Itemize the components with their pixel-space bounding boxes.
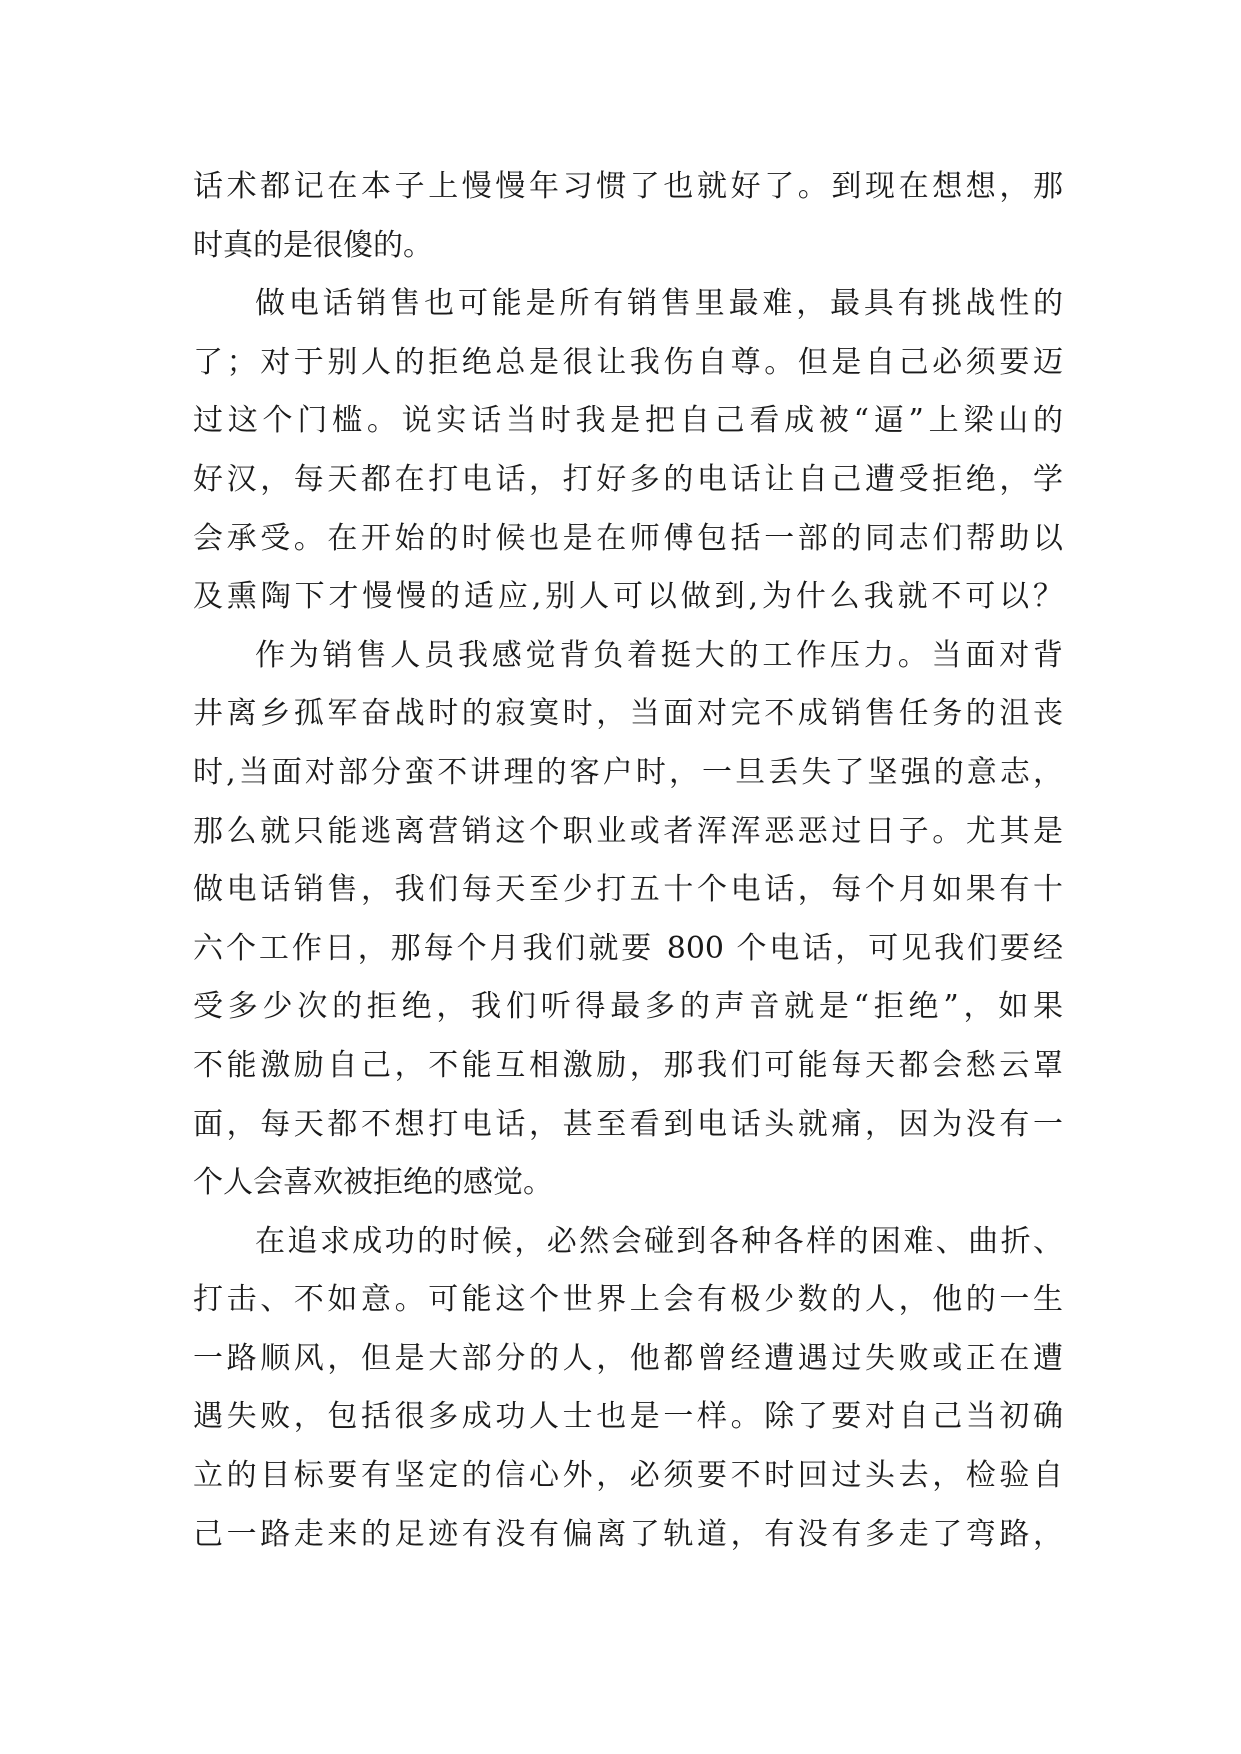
text-line: 话术都记在本子上慢慢年习惯了也就好了。到现在想想，那 (193, 169, 1063, 204)
text-line: 六个工作日，那每个月我们就要 800 个电话，可见我们要经 (193, 930, 1063, 966)
text-line: 井离乡孤军奋战时的寂寞时，当面对完不成销售任务的沮丧 (193, 696, 1063, 732)
text-line: 面，每天都不想打电话，甚至看到电话头就痛，因为没有一 (193, 1106, 1063, 1142)
document-body (193, 158, 1063, 1564)
text-line: 时真的是很傻的。 (193, 227, 433, 263)
text-line: 不能激励自己，不能互相激励，那我们可能每天都会愁云罩 (193, 1047, 1063, 1083)
paragraph-start-line: 在追求成功的时候，必然会碰到各种各样的困难、曲折、 (255, 1223, 1063, 1259)
text-line: 遇失败，包括很多成功人士也是一样。除了要对自己当初确 (193, 1399, 1063, 1435)
paragraph-start-line: 作为销售人员我感觉背负着挺大的工作压力。当面对背 (255, 637, 1063, 673)
text-line: 时,当面对部分蛮不讲理的客户时，一旦丢失了坚强的意志， (193, 754, 1063, 790)
paragraph-start-line: 做电话销售也可能是所有销售里最难，最具有挑战性的 (255, 286, 1063, 322)
text-line: 好汉，每天都在打电话，打好多的电话让自己遭受拒绝，学 (193, 461, 1063, 497)
text-line: 及熏陶下才慢慢的适应,别人可以做到,为什么我就不可以？ (193, 579, 1063, 615)
text-line: 过这个门槛。说实话当时我是把自己看成被“逼”上梁山的 (193, 403, 1063, 439)
text-line: 个人会喜欢被拒绝的感觉。 (193, 1165, 553, 1201)
text-line: 立的目标要有坚定的信心外，必须要不时回过头去，检验自 (193, 1458, 1063, 1494)
text-line: 做电话销售，我们每天至少打五十个电话，每个月如果有十 (193, 872, 1063, 908)
text-line: 了；对于别人的拒绝总是很让我伤自尊。但是自己必须要迈 (193, 344, 1063, 380)
text-line: 那么就只能逃离营销这个职业或者浑浑恶恶过日子。尤其是 (193, 813, 1063, 849)
text-line: 己一路走来的足迹有没有偏离了轨道，有没有多走了弯路， (193, 1516, 1063, 1552)
text-line: 会承受。在开始的时候也是在师傅包括一部的同志们帮助以 (193, 520, 1063, 556)
text-line: 受多少次的拒绝，我们听得最多的声音就是“拒绝”，如果 (193, 989, 1063, 1025)
text-line: 一路顺风，但是大部分的人，他都曾经遭遇过失败或正在遭 (193, 1340, 1063, 1376)
text-line: 打击、不如意。可能这个世界上会有极少数的人，他的一生 (193, 1282, 1063, 1318)
